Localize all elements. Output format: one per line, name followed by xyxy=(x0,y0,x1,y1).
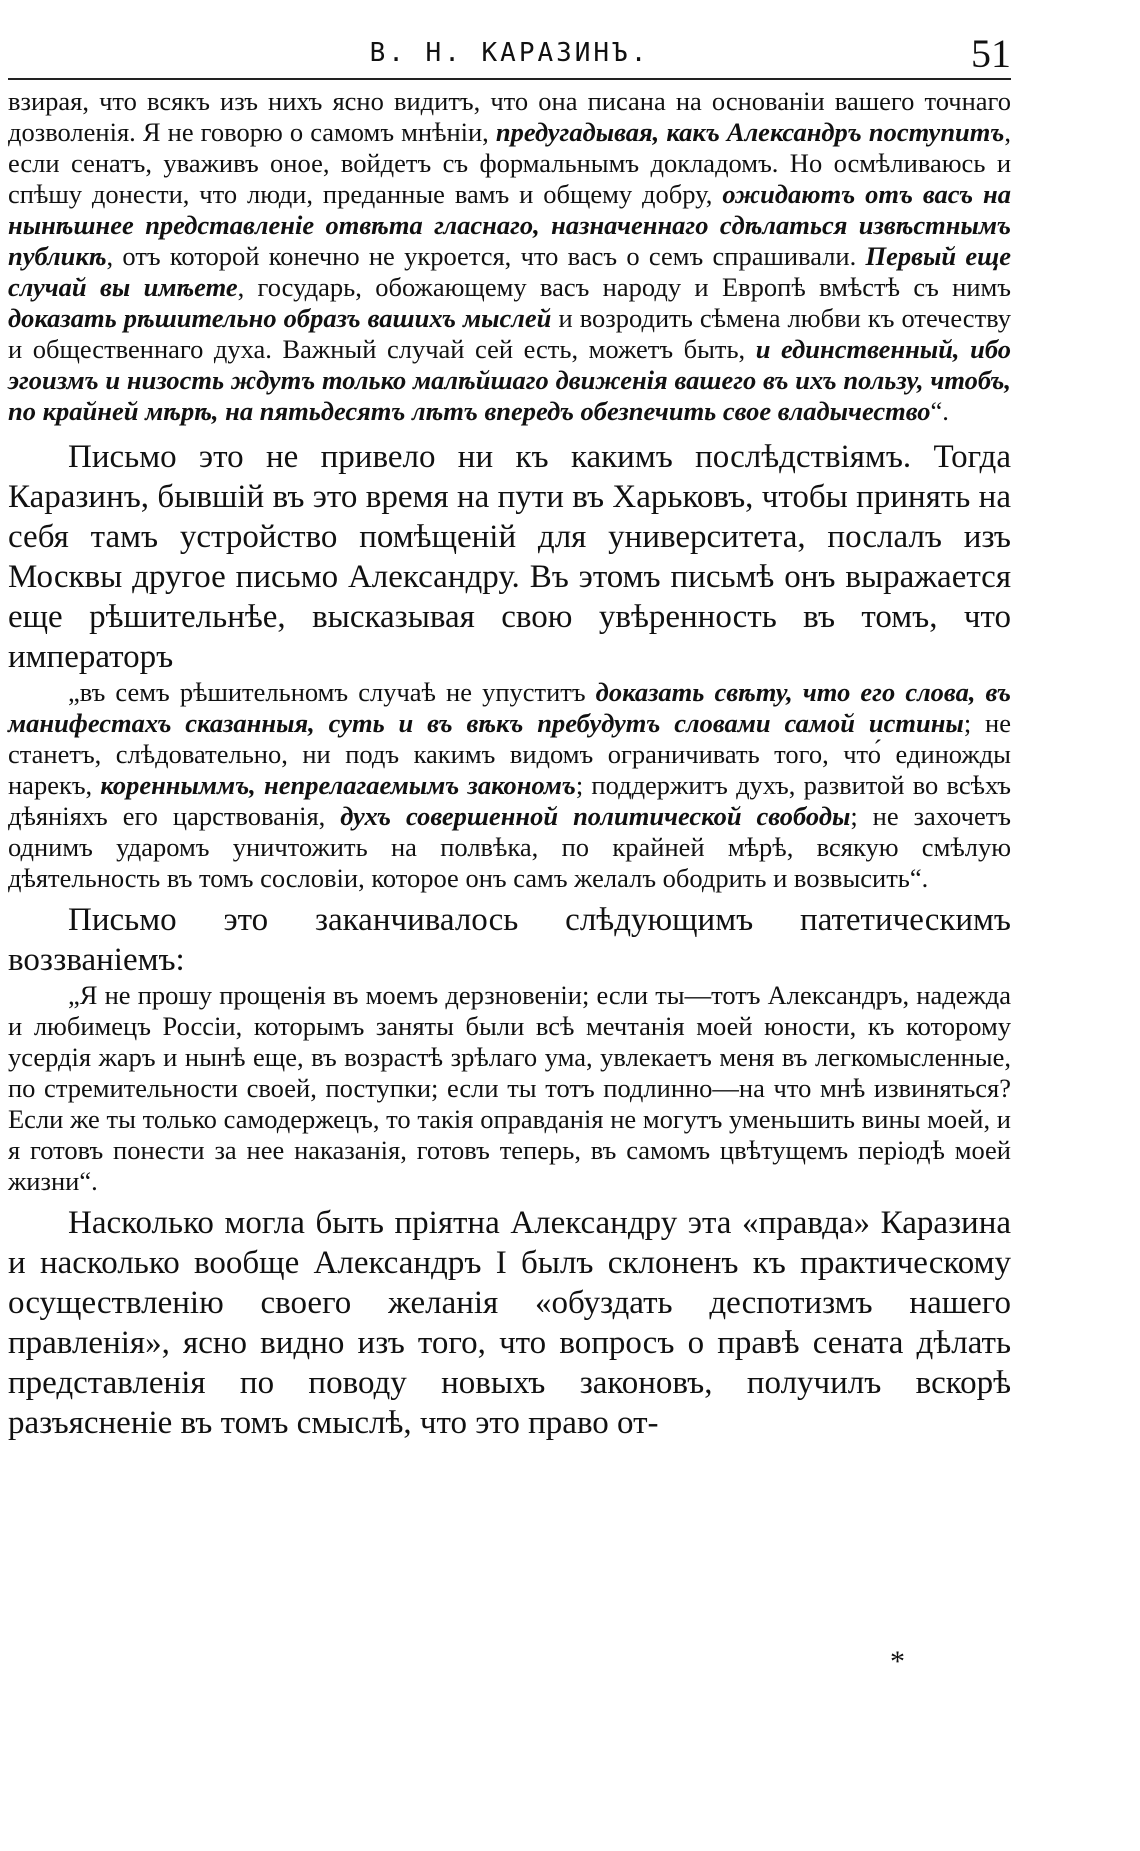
text-run: ; не станетъ, слѣдовательно, ни подъ какимъ видомъ ограничивать того, что́ единожды нарекъ, xyxy=(8,708,1011,800)
text-run: , если сенатъ, уваживъ оное, войдетъ съ формальнымъ докладомъ. Но осмѣливаюсь и спѣшу донести, что люди, преданные вамъ и общему добру, xyxy=(8,117,1011,209)
paragraph-narrative-3: Насколько могла быть пріятна Александру эта «правда» Каразина и насколько вообще Александръ I былъ склоненъ къ практическому осуществленію своего желанія «обуздать деспотизмъ нашего правленія», ясно видно изъ того, что вопросъ о правѣ сената дѣлать представленія по поводу новыхъ законовъ, получилъ вскорѣ разъясненіе въ томъ смыслѣ, что это право от- xyxy=(8,1205,1011,1441)
italic-run: коренныммъ, непрелагаемымъ закономъ xyxy=(100,770,576,800)
text-run: „въ семъ рѣшительномъ случаѣ не упуститъ xyxy=(68,677,596,707)
quote-block-2: „Я не прошу прощенія въ моемъ дерзновеніи; если ты—тотъ Александръ, надежда и любимецъ Россіи, которымъ заняты были всѣ мечтанія моей юности, къ которому усердія жаръ и нынѣ еще, въ возрастѣ зрѣлаго ума, увлекаетъ меня въ легкомысленные, по стремительности своей, поступки; если ты тотъ подлинно—на что мнѣ извиняться? Если же ты только самодержецъ, то такія оправданія не могутъ уменьшить вины моей, и я готовъ понести за нее наказанія, готовъ теперь, въ самомъ цвѣтущемъ періодѣ моей жизни“. xyxy=(8,980,1011,1196)
text-run: взирая, что всякъ изъ нихъ ясно видитъ, что она писана на основаніи вашего точнаго дозволенія. Я не говорю о самомъ мнѣніи, xyxy=(8,86,1011,147)
page xyxy=(8,28,1011,1443)
text-run: “. xyxy=(930,396,949,426)
italic-run: доказать рѣшительно образъ вашихъ мыслей xyxy=(8,303,552,333)
running-title: В. Н. КАРАЗИНЪ. xyxy=(369,38,650,68)
quote-block-1 xyxy=(8,677,1011,894)
running-header xyxy=(8,28,1011,80)
italic-run: Первый еще случай вы имѣете xyxy=(8,241,1011,302)
text-run: и возродить сѣмена любви къ отечеству и общественнаго духа. Важный случай сей есть, можетъ быть, xyxy=(8,303,1012,364)
page-number: 51 xyxy=(971,31,1011,76)
paragraph-letter-continuation xyxy=(8,86,1011,427)
footer-asterisk: * xyxy=(890,1645,905,1678)
italic-run: духъ совершенной политической свободы xyxy=(340,801,851,831)
text-run: ; поддержитъ духъ, развитой во всѣхъ дѣяніяхъ его царствованія, xyxy=(8,770,1011,831)
italic-run: и единственный, ибо эгоизмъ и низость ждутъ только малѣйшаго движенія вашего въ ихъ пользу, чтобъ, по крайней мѣрѣ, на пятьдесятъ лѣтъ впередъ обезпечить свое владычество xyxy=(8,334,1011,426)
italic-run: доказать свѣту, что его слова, въ манифестахъ сказанныя, суть и въ вѣкъ пребудутъ словами самой истины xyxy=(8,677,1012,738)
paragraph-narrative-2: Письмо это заканчивалось слѣдующимъ патетическимъ воззваніемъ: xyxy=(8,902,1011,978)
italic-run: ожидаютъ отъ васъ на нынѣшнее представленіе отвѣта гласнаго, назначеннаго сдѣлаться извѣстнымъ публикѣ xyxy=(8,179,1011,271)
text-run: ; не захочетъ однимъ ударомъ уничтожить на полвѣка, по крайней мѣрѣ, всякую смѣлую дѣятельность въ томъ сословіи, которое онъ самъ желалъ ободрить и возвысить“. xyxy=(8,801,1011,893)
text-run: , отъ которой конечно не укроется, что васъ о семъ спрашивали. xyxy=(106,241,866,271)
text-run: , государь, обожающему васъ народу и Европѣ вмѣстѣ съ нимъ xyxy=(237,272,1012,302)
italic-run: предугадывая, какъ Александръ поступитъ xyxy=(495,117,1005,147)
paragraph-narrative-1: Письмо это не привело ни къ какимъ послѣдствіямъ. Тогда Каразинъ, бывшій въ это время на пути въ Харьковъ, чтобы принять на себя тамъ устройство помѣщеній для университета, послалъ изъ Москвы другое письмо Александру. Въ этомъ письмѣ онъ выражается еще рѣшительнѣе, высказывая свою увѣренность въ томъ, что императоръ xyxy=(8,439,1011,675)
